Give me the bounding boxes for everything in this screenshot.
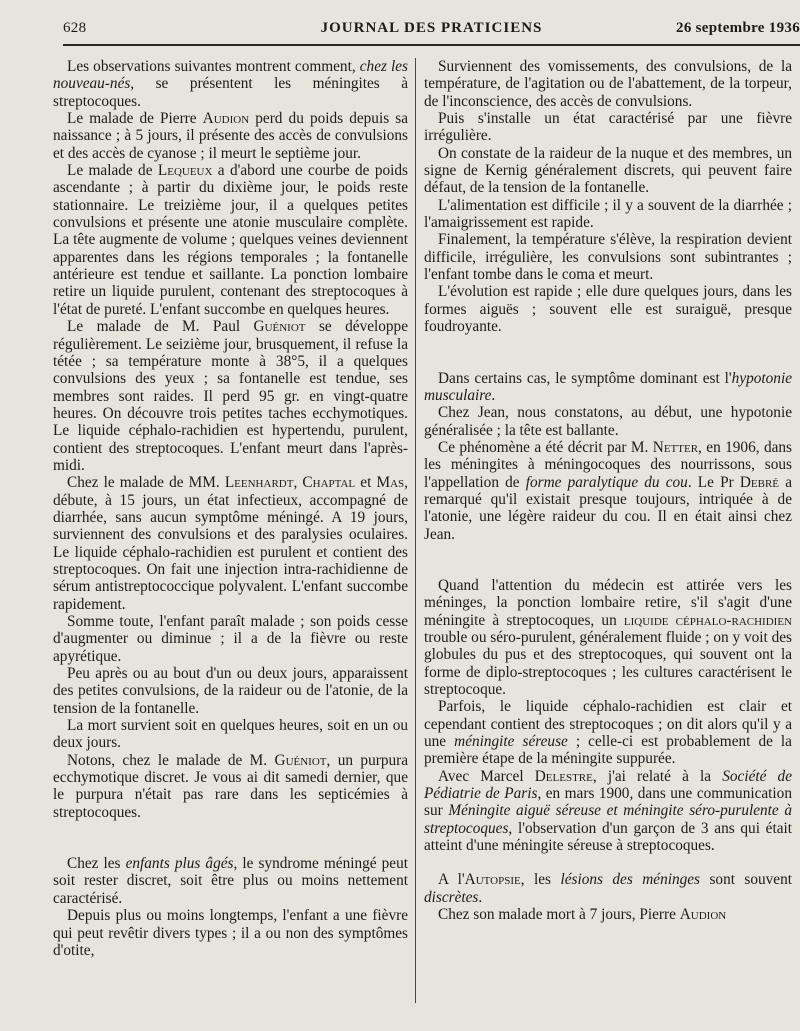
paragraph: Les observations suivantes montrent comment, chez les nouveau-nés, se présentent les méningites à streptocoques. bbox=[53, 58, 409, 110]
paragraph: L'évolution est rapide ; elle dure quelques jours, dans les formes aiguës ; souvent elle est suraiguë, presque foudroyante. bbox=[424, 283, 792, 336]
header-rule bbox=[63, 44, 800, 46]
journal-title: JOURNAL DES PRATICIENS bbox=[320, 20, 543, 36]
paragraph: Depuis plus ou moins longtemps, l'enfant a une fièvre qui peut revêtir divers types ; il a ou non des symptômes d'otite, bbox=[53, 907, 408, 959]
paragraph: Chez Jean, nous constatons, au début, une hypotonie généralisée ; la tête est ballante. bbox=[424, 404, 792, 439]
paragraph: On constate de la raideur de la nuque et des membres, un signe de Kernig généralement discrets, qui peuvent faire défaut, de la tension de la fontanelle. bbox=[424, 144, 792, 197]
running-header bbox=[63, 20, 800, 42]
paragraph: Chez le malade de MM. Leenhardt, Chaptal et Mas, débute, à 15 jours, un état infectieux, accompagné de diarrhée, sans aucun symptôme méningé. A 19 jours, surviennent des convulsions et des paralysies oculaires. Le liquide céphalo-rachidien est purulent et contient des streptocoques. On fait une injection intra-rachidienne de sérum antistreptococcique polyvalent. L'enfant succombe rapidement. bbox=[53, 474, 408, 613]
paragraph: Notons, chez le malade de M. Guéniot, un purpura ecchymotique discret. Je vous ai dit samedi dernier, que le purpura n'était pas rare dans les septicémies à streptocoques. bbox=[53, 751, 408, 821]
paragraph: Chez son malade mort à 7 jours, Pierre Audion bbox=[438, 906, 727, 924]
paragraph: Finalement, la température s'élève, la respiration devient difficile, irrégulière, les convulsions sont subintrantes ; l'enfant tombe dans le coma et meurt. bbox=[424, 231, 792, 284]
paragraph: Le malade de Lequeux a d'abord une courbe de poids ascendante ; à partir du dixième jour, le poids reste stationnaire. Le treizième jour, il a quelques petites convulsions et présente une atonie musculaire complète. La tête augmente de volume ; quelques veines deviennent apparentes dans les régions temporales ; la fontanelle antérieure est tendue et saillante. La ponction lombaire retire un liquide purulent, contenant des streptocoques à l'état de pureté. L'enfant succombe en quelques heures. bbox=[53, 162, 408, 318]
paragraph: Surviennent des vomissements, des convulsions, de la température, de l'agitation ou de l'abattement, de la torpeur, de l'inconscience, des accès de convulsions. bbox=[424, 58, 792, 110]
paragraph: Le malade de Pierre Audion perd du poids depuis sa naissance ; à 5 jours, il présente des accès de convulsions et des accès de cyanose ; il meurt le septième jour. bbox=[53, 110, 408, 162]
column-divider bbox=[415, 58, 416, 1003]
paragraph: Puis s'installe un état caractérisé par une fièvre irrégulière. bbox=[424, 110, 792, 145]
paragraph: A l'Autopsie, les lésions des méninges sont souvent discrètes. bbox=[424, 871, 792, 906]
paragraph: La mort survient soit en quelques heures, soit en un ou deux jours. bbox=[53, 717, 408, 752]
paragraph: Le malade de M. Paul Guéniot se développe régulièrement. Le seizième jour, brusquement, il refuse la tétée ; sa température monte à 38°5, il a quelques convulsions des yeux ; sa fontanelle est tendue, ses membres sont raides. Il perd 95 gr. en vingt-quatre heures. On découvre trois petites taches ecchymotiques. Le liquide céphalo-rachidien est hypertendu, purulent, contient des streptocoques. L'enfant meurt dans l'après-midi. bbox=[53, 318, 408, 474]
paragraph: Chez les enfants plus âgés, le syndrome méningé peut soit rester discret, soit être plus ou moins nettement caractérisé. bbox=[53, 855, 408, 907]
paragraph: Quand l'attention du médecin est attirée vers les méninges, la ponction lombaire retire, s'il s'agit d'une méningite à streptocoques, un liquide céphalo-rachidien trouble ou séro-purulent, généralement fluide ; on y voit des globules du pus et des streptocoques, qui souvent ont la forme de diplo-streptocoques ; les cultures caractérisent le streptocoque. bbox=[424, 576, 792, 698]
paragraph: Parfois, le liquide céphalo-rachidien est clair et cependant contient des streptocoques ; on dit alors qu'il y a une méningite séreuse ; celle-ci est probablement de la première étape de la méningite suppurée. bbox=[424, 698, 792, 768]
paragraph: Peu après ou au bout d'un ou deux jours, apparaissent des petites convulsions, de la raideur ou de l'atonie, de la tension de la fontanelle. bbox=[53, 665, 408, 717]
paragraph: L'alimentation est difficile ; il y a souvent de la diarrhée ; l'amaigrissement est rapide. bbox=[424, 196, 792, 232]
left-column bbox=[53, 58, 408, 959]
paragraph: Ce phénomène a été décrit par M. Netter, en 1906, dans les méningites à méningocoques des nourrissons, sous l'appellation de forme paralytique du cou. Le Pr Debré a remarqué qu'il existait presque toujours, intriquée à de l'atonie, une légère raideur du cou. Il en était ainsi chez Jean. bbox=[424, 438, 792, 543]
right-column bbox=[424, 58, 792, 923]
page-number: 628 bbox=[63, 20, 87, 36]
paragraph: Avec Marcel Delestre, j'ai relaté à la Société de Pédiatrie de Paris, en mars 1900, dans une communication sur Méningite aiguë séreuse et méningite séro-purulente à streptocoques, l'observation d'un garçon de 3 ans qui était atteint d'une méningite séreuse à streptocoques. bbox=[424, 767, 792, 855]
paragraph: Somme toute, l'enfant paraît malade ; son poids cesse d'augmenter ou diminue ; il a de la fièvre ou reste apyrétique. bbox=[53, 613, 408, 665]
paragraph: Dans certains cas, le symptôme dominant est l'hypotonie musculaire. bbox=[424, 369, 792, 404]
issue-date: 26 septembre 1936 bbox=[676, 20, 800, 36]
